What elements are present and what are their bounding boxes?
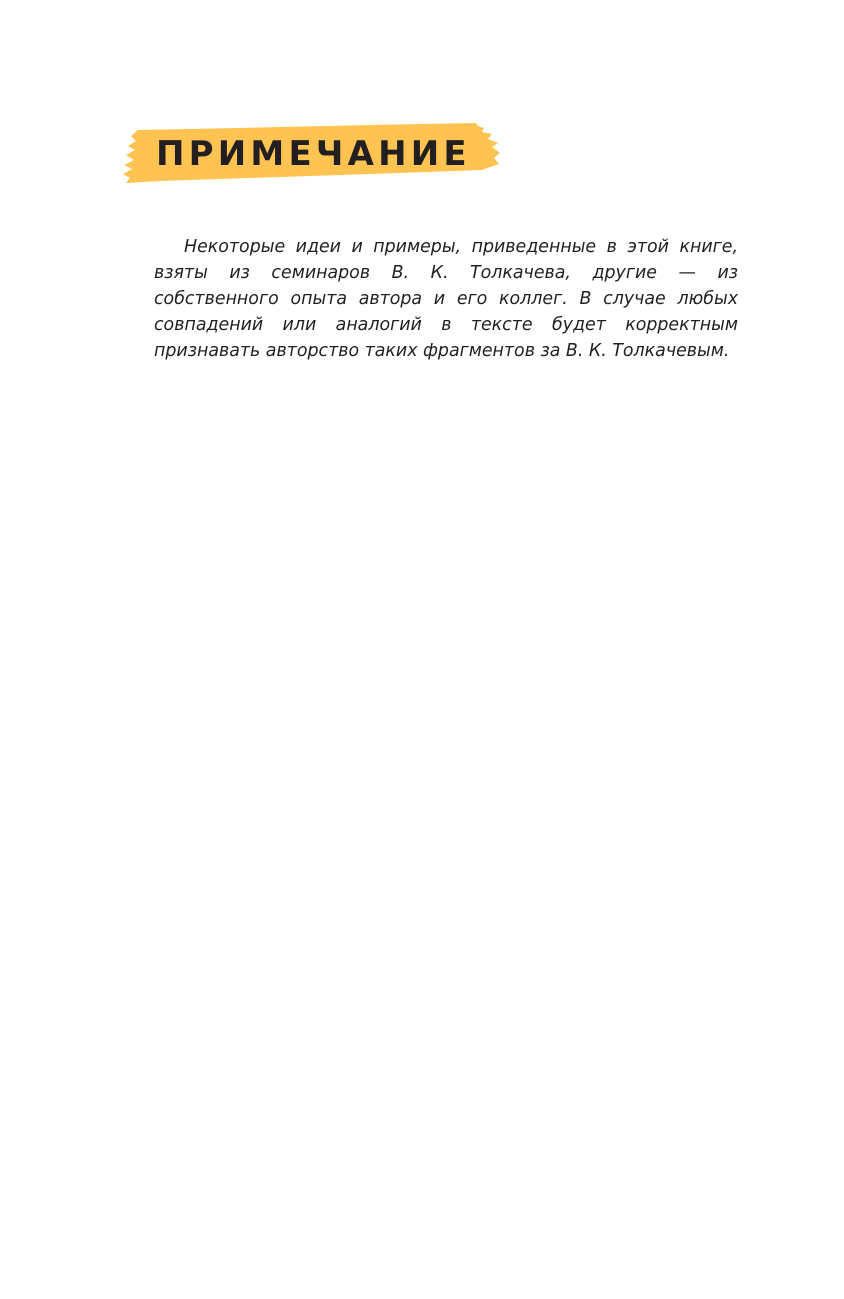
note-paragraph: Некоторые идеи и примеры, приведенные в этой книге, взяты из семинаров В. К. Толкачева, другие — из собственного опыта автора и его коллег. В случае любых совпадений или аналогий в тексте будет корректным признавать авторство таких фрагментов за В. К. Толкачевым. — [154, 237, 738, 361]
page-title: ПРИМЕЧАНИЕ — [156, 134, 471, 174]
note-heading-block — [120, 120, 504, 186]
